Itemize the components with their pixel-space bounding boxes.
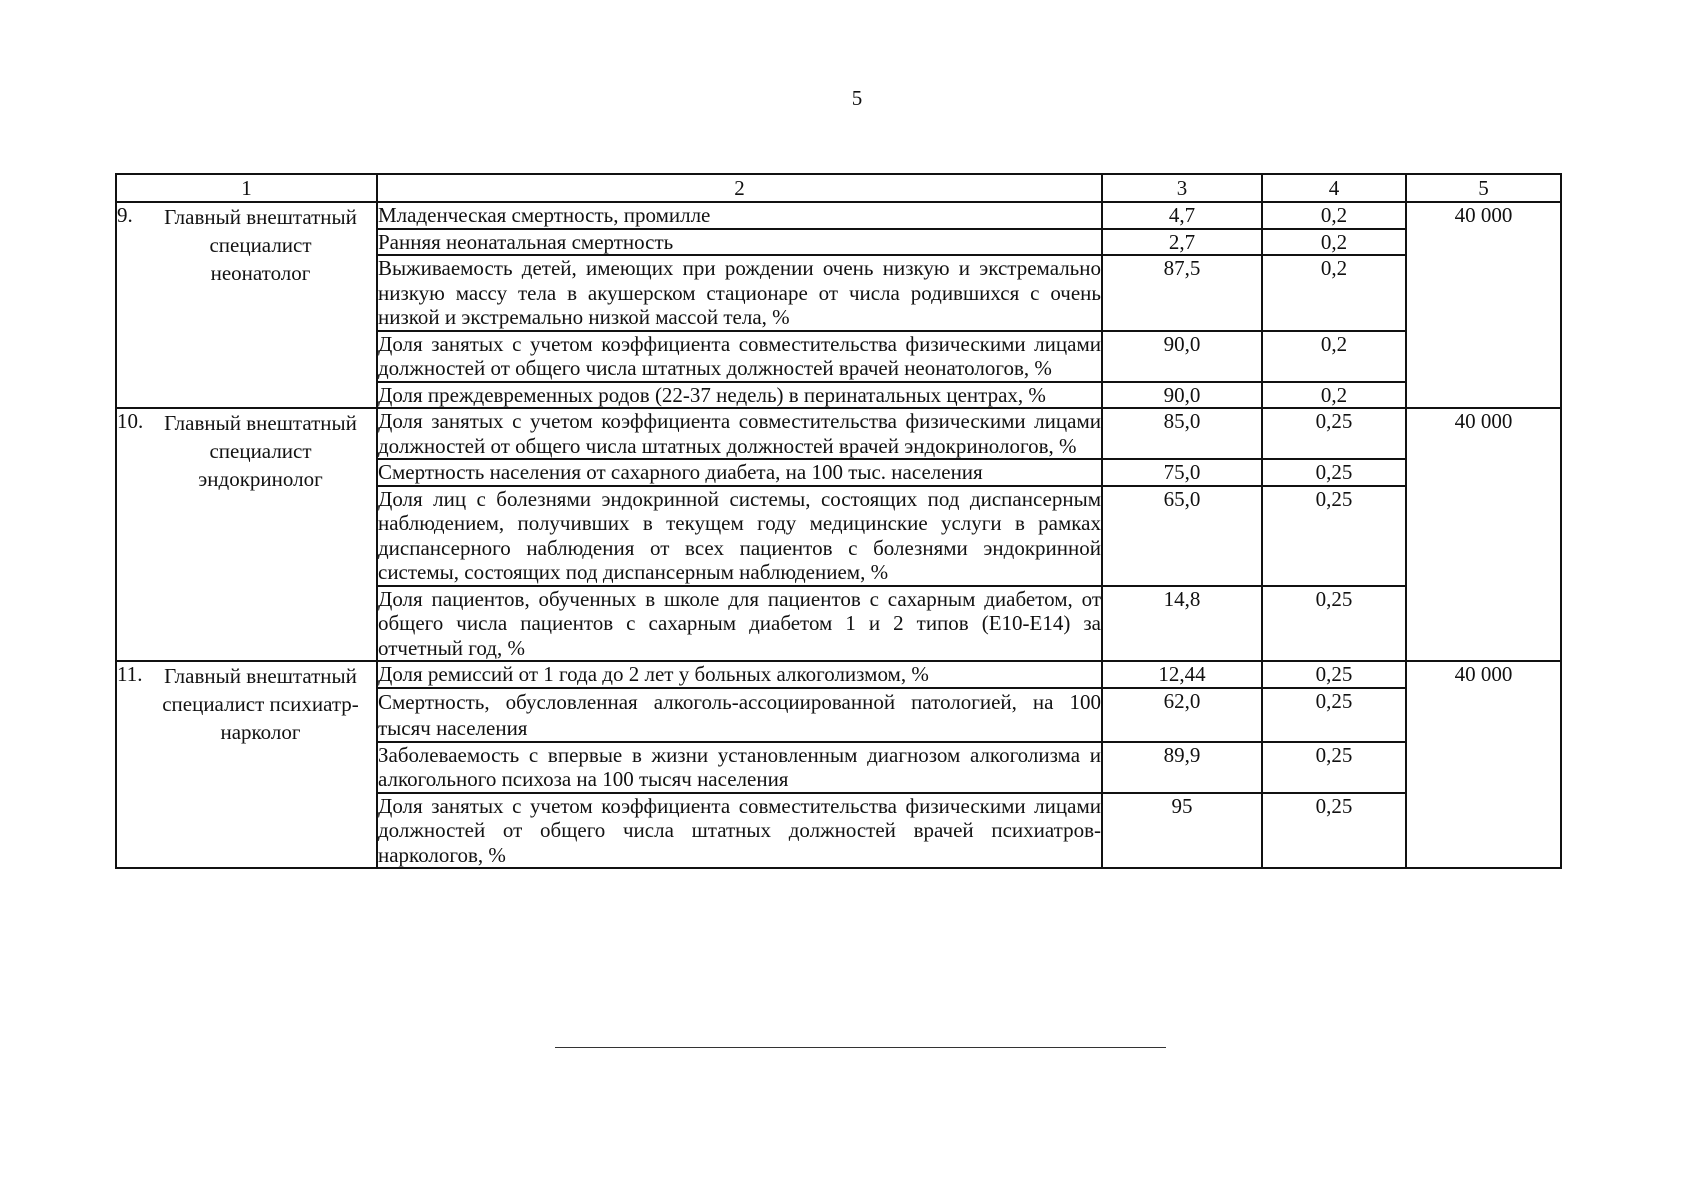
target-value: 4,7 (1102, 202, 1262, 229)
payment-amount: 40 000 (1406, 202, 1561, 408)
weight-value: 0,25 (1262, 486, 1406, 586)
table-row (116, 202, 1561, 229)
weight-value: 0,25 (1262, 742, 1406, 793)
indicator-text: Доля ремиссий от 1 года до 2 лет у больных алкоголизмом, % (377, 661, 1102, 688)
specialist-cell (116, 661, 377, 868)
row-number: 9. (117, 203, 133, 227)
column-header: 4 (1262, 174, 1406, 202)
target-value: 12,44 (1102, 661, 1262, 688)
target-value: 62,0 (1102, 688, 1262, 742)
indicator-text: Младенческая смертность, промилле (377, 202, 1102, 229)
column-header: 3 (1102, 174, 1262, 202)
indicator-text: Заболеваемость с впервые в жизни установленным диагнозом алкоголизма и алкогольного психоза на 100 тысяч населения (378, 742, 1101, 791)
target-value: 65,0 (1102, 486, 1262, 586)
row-number: 11. (117, 662, 143, 686)
column-header-row (116, 174, 1561, 202)
payment-amount: 40 000 (1406, 661, 1561, 868)
indicator-text: Смертность, обусловленная алкоголь-ассоциированной патологией, на 100 тысяч населения (378, 689, 1101, 740)
indicators-table (115, 173, 1562, 869)
indicator-text: Доля занятых с учетом коэффициента совместительства физическими лицами должностей от общего числа штатных должностей врачей неонатологов, % (378, 331, 1101, 380)
column-header: 2 (377, 174, 1102, 202)
end-of-document-rule (555, 1047, 1166, 1048)
target-value: 90,0 (1102, 382, 1262, 409)
column-header: 1 (116, 174, 377, 202)
weight-value: 0,2 (1262, 331, 1406, 382)
weight-value: 0,25 (1262, 793, 1406, 869)
weight-value: 0,2 (1262, 255, 1406, 331)
target-value: 87,5 (1102, 255, 1262, 331)
indicator-text: Доля преждевременных родов (22-37 недель) в перинатальных центрах, % (377, 382, 1102, 409)
weight-value: 0,25 (1262, 586, 1406, 662)
indicator-text: Выживаемость детей, имеющих при рождении очень низкую и экстремально низкую массу тела в акушерском стационаре от числа родившихся с очень низкой и экстремально низкой массой тела, % (378, 256, 1101, 329)
column-header: 5 (1406, 174, 1561, 202)
table-row (116, 408, 1561, 459)
specialist-title: Главный внештатный специалист психиатр-нарколог (162, 664, 359, 744)
indicator-text: Доля занятых с учетом коэффициента совместительства физическими лицами должностей от общего числа штатных должностей врачей психиатров-наркологов, % (378, 793, 1101, 867)
weight-value: 0,25 (1262, 408, 1406, 459)
indicator-text: Доля лиц с болезнями эндокринной системы, состоящих под диспансерным наблюдением, получивших в текущем году медицинские услуги в рамках диспансерного наблюдения от всех пациентов с болезнями эндокринной системы, состоящих под диспансерным наблюдением, % (378, 486, 1101, 584)
weight-value: 0,25 (1262, 459, 1406, 486)
weight-value: 0,2 (1262, 382, 1406, 409)
target-value: 75,0 (1102, 459, 1262, 486)
weight-value: 0,2 (1262, 229, 1406, 256)
indicator-text: Смертность населения от сахарного диабета, на 100 тыс. населения (377, 459, 1102, 486)
weight-value: 0,2 (1262, 202, 1406, 229)
table-row (116, 661, 1561, 688)
page-number: 5 (851, 86, 863, 110)
weight-value: 0,25 (1262, 661, 1406, 688)
payment-amount: 40 000 (1406, 408, 1561, 661)
specialist-title: Главный внештатный специалист эндокринолог (164, 411, 357, 491)
specialist-cell (116, 202, 377, 408)
indicator-text: Доля занятых с учетом коэффициента совместительства физическими лицами должностей от общего числа штатных должностей врачей эндокринологов, % (378, 409, 1101, 458)
target-value: 2,7 (1102, 229, 1262, 256)
target-value: 89,9 (1102, 742, 1262, 793)
indicator-text: Ранняя неонатальная смертность (377, 229, 1102, 256)
target-value: 95 (1102, 793, 1262, 869)
specialist-cell (116, 408, 377, 661)
indicator-text: Доля пациентов, обученных в школе для пациентов с сахарным диабетом, от общего числа пациентов с сахарным диабетом 1 и 2 типов (Е10-Е14) за отчетный год, % (378, 586, 1101, 660)
target-value: 85,0 (1102, 408, 1262, 459)
target-value: 14,8 (1102, 586, 1262, 662)
specialist-title: Главный внештатный специалист неонатолог (164, 205, 357, 285)
target-value: 90,0 (1102, 331, 1262, 382)
row-number: 10. (117, 409, 144, 433)
weight-value: 0,25 (1262, 688, 1406, 742)
